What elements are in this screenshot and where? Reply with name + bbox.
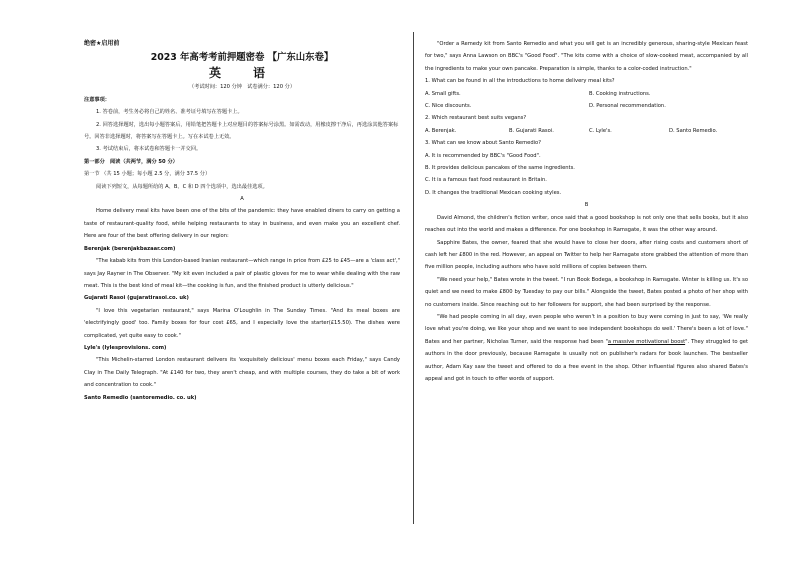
option-d: D. Personal recommendation.: [589, 103, 666, 110]
kit-title-berenjak: Berenjak (berenjakbazaar.com): [84, 245, 176, 252]
option-c: C. It is a famous fast food restaurant in Britain.: [425, 177, 547, 184]
section-heading: 第一节 （共 15 小题；每小题 2.5 分，满分 37.5 分）: [84, 171, 211, 178]
kit-text-santo-remedio: "Order a Remedy kit from Santo Remedio and what you will get is an incredibly generous, sharing-style Mexican feast for two," says Anna Lawson on BBC's "Good Food". "The kits come with a choice of slow-cooked meat, accompanied by all the ingredients to make your own pancake. Preparation is simple, thanks to a color-coded instruction.": [425, 41, 748, 72]
paragraph-text: ". They struggled to get authors in the door previously, because Ramsgate is usually not on publisher's radars for book launches. The bestseller author, Adam Kay saw the tweet and offered to do a free event in the shop. Other influential figures also shared Bates's appeal and got in touch to offer words of support.: [425, 338, 748, 382]
question-2: 2. Which restaurant best suits vegans?: [425, 115, 527, 122]
confidential-mark: 绝密★启用前: [84, 40, 120, 47]
option-b: B. Gujarati Rasoi.: [509, 127, 554, 134]
question-1-options-row: [425, 100, 748, 112]
left-column: [84, 38, 400, 404]
option-b: B. It provides delicious pancakes of the same ingredients.: [425, 165, 575, 172]
part-heading: 第一部分 阅读（共两节，满分 50 分）: [84, 158, 178, 165]
passage-b-paragraph: Sapphire Bates, the owner, feared that she would have to close her doors, after rising costs and customers short of cash left her £800 in the red. However, an appeal on Twitter to help her Ramsgate store grabbed the attention of more than five million people, including authors who have sold millions of copies between them.: [425, 239, 748, 271]
note-item: 2. 回答选择题时，选出每小题答案后，用铅笔把答题卡上对应题目的答案标号涂黑。如需改动，用橡皮擦干净后，再选涂其他答案标号。回答非选择题时，将答案写在答题卡上。写在本试卷上无效。: [84, 121, 399, 141]
option-c: C. Nice discounts.: [425, 103, 472, 110]
option-b: B. Cooking instructions.: [589, 90, 651, 97]
question-2-options-row: [425, 125, 748, 137]
option-a: A. It is recommended by BBC's "Good Food".: [425, 152, 541, 159]
question-1: 1. What can be found in all the introductions to home delivery meal kits?: [425, 78, 615, 85]
option-d: D. Santo Remedio.: [669, 127, 718, 134]
kit-text-gujarati: "I love this vegetarian restaurant," says Marina O'Loughlin in The Sunday Times. "And its meal boxes are 'electrifyingly good' too. Family boxes for four cost £65, and I especially love the starter(£15.50). The dishes were complicated, yet quite easy to cook.": [84, 307, 400, 339]
note-item: 3. 考试结束后，将本试卷和答题卡一并交回。: [96, 146, 202, 153]
kit-title-lyles: Lyle's (lylesprovisions. com): [84, 344, 167, 351]
passage-label-b: B: [584, 202, 589, 209]
right-column: [425, 38, 748, 385]
option-a: A. Small gifts.: [425, 90, 461, 97]
subject-title: 英 语: [208, 66, 275, 81]
kit-title-santo-remedio: Santo Remedio (santoremedio. co. uk): [84, 394, 197, 401]
instruction: 阅读下列短文，从每题所给的 A、B、C 和 D 四个选项中，选出最佳选项。: [96, 183, 268, 190]
passage-label-a: A: [240, 196, 244, 203]
exam-info: （考试时间：120 分钟 试卷满分：120 分）: [188, 84, 296, 91]
underlined-phrase: a massive motivational boost: [607, 338, 686, 345]
passage-b-paragraph: "We need your help," Bates wrote in the tweet. "I run Book Bodega, a bookshop in Ramsgate. Winter is killing us. It's so quiet and we need to make £800 by Tuesday to pay our bills." Alongside the tweet, Bates posted a photo of her shop with no customers inside. Since reaching out to her followers for support, she had been surprised by the response.: [425, 276, 748, 308]
option-a: A. Berenjak.: [425, 127, 457, 134]
kit-title-gujarati: Gujarati Rasoi (gujaratirasoi.co. uk): [84, 295, 189, 302]
option-d: D. It changes the traditional Mexican cooking styles.: [425, 189, 562, 196]
option-c: C. Lyle's.: [589, 127, 612, 134]
question-1-options-row: [425, 88, 748, 100]
kit-text-lyles: "This Michelin-starred London restaurant delivers its 'exquisitely delicious' menu boxes each Friday," says Candy Clay in The Daily Telegraph. "At £140 for two, they aren't cheap, and with multiple courses, they do take a bit of work and concentration to cook.": [84, 357, 400, 389]
exam-title: 2023 年高考考前押题密卷 【广东山东卷】: [150, 52, 334, 64]
passage-b-paragraph: David Almond, the children's fiction writer, once said that a good bookshop is not only one that sells books, but it also reaches out into the world and makes a difference. For one bookshop in Ramsgate, it was the other way around.: [425, 214, 748, 234]
column-divider: [413, 32, 414, 524]
notes-heading: 注意事项：: [84, 96, 110, 103]
paragraph-text: "We had people coming in all day, even people who weren't in a position to buy were coming in just to say, 'We really love what you're doing, we like your shop and we want to see independent bookshops do well.' There's been a lot of love." Bates and her partner, Nicholas Turner, said the response had been ": [425, 313, 748, 345]
passage-a-intro: Home delivery meal kits have been one of the bits of the pandemic: they have enabled diners to carry on getting a taste of restaurant-quality food, while helping restaurants to stay in business, and even make you an excellent chef. Here are four of the best offering delivery in our region:: [84, 208, 400, 240]
passage-b-paragraph: [425, 311, 748, 385]
question-3: 3. What can we know about Santo Remedio?: [425, 140, 541, 147]
note-item: 1. 答卷前，考生务必将自己的姓名、准考证号填写在答题卡上。: [96, 109, 243, 116]
kit-text-berenjak: "The kabab kits from this London-based Iranian restaurant—which range in price from £25 to £45—are a 'class act'," says Jay Rayner in The Observer. "My kit even included a pair of plastic gloves for me to wear while dealing with the raw meat. This is the best kind of meal kit—the cooking is fun, and the finished product is utterly delicious.": [84, 258, 400, 289]
